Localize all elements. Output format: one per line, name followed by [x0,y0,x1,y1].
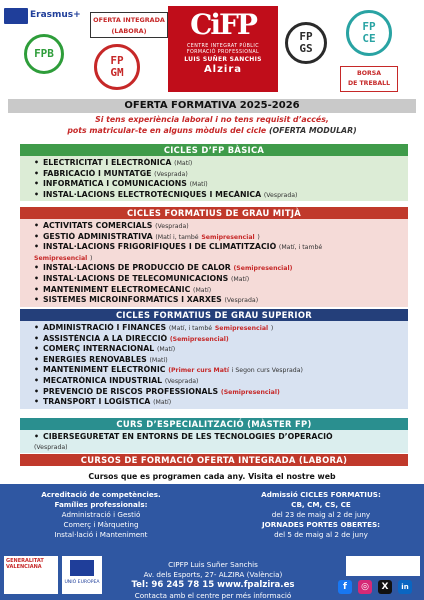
bullet-icon: • [34,242,39,252]
fpb-bubble-label: FPB [34,47,54,60]
course-schedule: (Vesprada) [224,297,259,305]
section-title: CURSOS DE FORMACIÓ OFERTA INTEGRADA (LABORA) [20,454,408,466]
course-item[interactable] [34,432,408,442]
logo-line4: Alzira [203,64,243,75]
course-schedule: (Vesprada) [34,443,68,451]
course-schedule: (Vesprada) [155,223,189,230]
course-name: PREVENCIÓ DE RISCOS PROFESSIONALS [42,386,219,396]
course-schedule: (Matí) [153,399,172,407]
fpb-bubble-icon[interactable] [24,34,64,74]
course-item[interactable] [34,158,408,169]
course-list [20,156,408,201]
course-list [20,430,408,453]
course-modality: (Semipresencial) [233,265,293,273]
course-item[interactable] [34,323,408,334]
course-modality: (Primer curs Matí [168,367,229,375]
course-schedule: (Matí, i també [168,325,213,332]
bullet-icon: • [34,323,39,332]
course-item[interactable] [34,274,408,285]
course-schedule: i Segon curs Vesprada) [231,367,303,375]
course-name: ELECTRICITAT I ELECTRÒNICA [42,158,172,167]
course-item[interactable] [34,376,408,387]
course-schedule: (Matí) [193,286,212,294]
footer-left-line: Instal·lació i Manteniment [54,530,148,539]
fpgs-line2: GS [299,42,313,55]
course-name: FABRICACIÓ I MUNTATGE [42,168,152,178]
eu-flag-icon [70,560,94,576]
course-schedule: (Matí) [189,181,208,189]
ue-logo [62,556,102,594]
section-3 [20,418,408,453]
course-schedule: (Vesprada) [154,170,188,178]
section-1 [20,207,408,307]
course-item[interactable] [34,242,408,253]
course-item[interactable] [34,397,408,408]
course-name: ADMINISTRACIÓ I FINANCES [42,323,167,332]
oferta-integrada-line2: (LABORA) [111,27,147,35]
course-name: SISTEMES MICROINFORMÀTICS I XARXES [42,295,222,305]
address-line2: Av. dels Esports, 27- ALZIRA (València) [143,570,283,579]
subtitle-line2: pots matricular-te en alguns mòduls del cicle [67,126,267,135]
course-list [20,219,408,307]
bullet-icon: • [34,221,39,230]
section-title: CURS D’ESPECIALITZACIÓ (MÀSTER FP) [20,418,408,430]
erasmus-label: Erasmus+ [30,10,81,20]
course-item[interactable] [34,365,408,376]
footer [0,484,424,600]
course-item[interactable] [34,253,408,264]
section-title: CICLES FORMATIUS DE GRAU MITJÀ [20,207,408,219]
course-modality: (Semipresencial) [169,335,229,343]
bullet-icon: • [34,365,39,375]
subtitle-line1: Si tens experiència laboral i no tens requisit d’accés, [95,115,329,124]
course-item[interactable] [34,334,408,345]
course-name: INFORMÀTICA I COMUNICACIONS [42,179,187,189]
borsa-treball-box[interactable] [340,66,398,92]
section-0 [20,144,408,201]
course-name: TRANSPORT I LOGÍSTICA [42,397,151,407]
course-item[interactable] [34,387,408,398]
course-name: INSTAL·LACIONS ELECTROTÈCNIQUES I MECÀNICA [42,189,262,199]
course-name: INSTAL·LACIONS FRIGORÍFIQUES I DE CLIMATITZACIÓ [42,242,277,252]
course-schedule: (Matí) [149,356,168,364]
course-name: ASSISTÈNCIA A LA DIRECCIÓ [42,333,168,343]
bullet-icon: • [34,179,39,189]
course-name: MANTENIMENT ELECTROMECÀNIC [42,284,191,294]
fpce-bubble-icon[interactable] [346,10,392,56]
bullet-icon: • [34,263,39,273]
footer-left [6,490,196,540]
bullet-icon: • [34,231,39,241]
course-list [20,321,408,409]
course-item[interactable] [34,232,408,243]
x-twitter-icon[interactable]: X [378,580,392,594]
bullet-icon: • [34,168,39,178]
cifp-logo [168,6,278,92]
contact-note: Contacta amb el centre per més informació [134,591,292,600]
course-item[interactable] [34,344,408,355]
gobierno-logo [346,556,420,576]
subtitle-note: (OFERTA MODULAR) [268,126,357,135]
course-item[interactable] [34,442,408,453]
bullet-icon: • [34,189,39,199]
course-item[interactable] [34,169,408,180]
footer-left-line: Administració i Gestió [61,510,141,519]
footer-left-line: Comerç i Màrqueting [63,520,139,529]
course-item[interactable] [34,263,408,274]
bullet-icon: • [34,354,39,364]
course-schedule: (Matí, i també [278,244,323,252]
logo-mark: CiFP [190,8,256,41]
footer-left-title1: Acreditació de competències. [41,490,161,499]
course-schedule: (Matí) [174,160,193,167]
admissio-dates: del 23 de maig al 2 de juny [271,510,371,519]
course-modality: Semipresencial [34,254,88,262]
admissio-sub: CB, CM, CS, CE [291,500,351,509]
generalitat-logo [4,556,58,594]
bullet-icon: • [34,397,39,407]
course-close-paren: ) [270,325,274,332]
course-schedule: (Matí) [157,346,176,354]
course-item[interactable] [34,221,408,232]
oferta-integrada-line1: OFERTA INTEGRADA [93,16,165,24]
course-item[interactable] [34,285,408,296]
course-name: MECATRÒNICA INDUSTRIAL [42,375,163,385]
subtitle [8,114,416,136]
bullet-icon: • [34,333,39,343]
bullet-icon: • [34,344,39,354]
phone-web[interactable]: Tel: 96 245 78 15 www.fpalzira.es [131,580,295,590]
course-item[interactable] [34,190,408,201]
bullet-icon: • [34,432,39,441]
section-2 [20,309,408,409]
fpgm-line2: GM [110,66,124,79]
section-title: CICLES FORMATIUS DE GRAU SUPERIOR [20,309,408,321]
jpo-dates: del 5 de maig al 2 de juny [274,530,368,539]
logo-line1: CENTRE INTEGRAT PÚBLIC [187,44,259,49]
fpgs-line1: FP [299,30,313,43]
gva-label: GENERALITAT VALENCIANA [6,558,44,570]
course-name: INSTAL·LACIONS DE PRODUCCIÓ DE CALOR [42,263,231,273]
fpce-line1: FP [362,20,376,33]
course-name: ACTIVITATS COMERCIALS [42,221,153,230]
course-name: COMERÇ INTERNACIONAL [42,344,155,354]
course-name: MANTENIMENT ELECTRÒNIC [42,365,166,375]
page-title: OFERTA FORMATIVA 2025-2026 [8,99,416,113]
section-4 [20,454,408,466]
eu-flag-icon [4,8,28,24]
fpgm-bubble-icon[interactable] [94,44,140,90]
course-item[interactable] [34,355,408,366]
facebook-icon[interactable]: f [338,580,352,594]
ue-label: UNIÓ EUROPEA [64,580,100,585]
course-name: INSTAL·LACIONS DE TELECOMUNICACIONS [42,273,229,283]
course-schedule: (Vesprada) [164,377,199,385]
bullet-icon: • [34,284,39,294]
course-modality: Semipresencial [201,233,255,241]
oferta-integrada-box[interactable] [90,12,168,38]
instagram-icon[interactable]: ◎ [358,580,372,594]
footer-right [222,490,420,540]
linkedin-icon[interactable]: in [398,580,412,594]
course-close-paren: ) [90,254,93,262]
borsa-line1: BORSA [357,70,381,77]
borsa-line2: DE TREBALL [347,80,391,87]
address-line1: CIPFP Luis Suñer Sanchis [168,560,258,569]
course-name: GESTIÓ ADMINISTRATIVA [42,231,153,241]
footer-left-title2: Famílies professionals: [54,500,148,509]
jpo-title: JORNADES PORTES OBERTES: [261,520,381,529]
bullet-icon: • [34,273,39,283]
bullet-icon: • [34,158,39,167]
course-modality: Semipresencial [214,325,269,332]
course-item[interactable] [34,295,408,306]
fpgm-line1: FP [110,54,124,67]
course-schedule: (Vesprada) [263,191,298,199]
course-close-paren: ) [257,233,260,241]
header [0,0,424,96]
bullet-icon: • [34,386,39,396]
bullet-icon: • [34,295,39,305]
fpce-line2: CE [362,32,376,45]
course-name: CIBERSEGURETAT EN ENTORNS DE LES TECNOLOGIES D’OPERACIÓ [42,432,333,441]
course-schedule: (Matí) [231,275,250,283]
cursos-note[interactable]: Cursos que es programen cada any. Visita el nostre web [88,472,336,481]
logo-line3: LUIS SUÑER SANCHIS [184,56,262,63]
admissio-title: Admissió CICLES FORMATIUS: [261,490,381,499]
course-name: ENERGIES RENOVABLES [42,354,147,364]
address [106,560,320,580]
logo-line2: FORMACIÓ PROFESSIONAL [186,50,260,55]
bullet-icon: • [34,375,39,385]
fpgs-bubble-icon[interactable] [285,22,327,64]
section-title: CICLES D’FP BÀSICA [20,144,408,156]
course-item[interactable] [34,179,408,190]
course-modality: (Semipresencial) [220,388,280,396]
course-schedule: (Matí i, també [155,233,199,241]
